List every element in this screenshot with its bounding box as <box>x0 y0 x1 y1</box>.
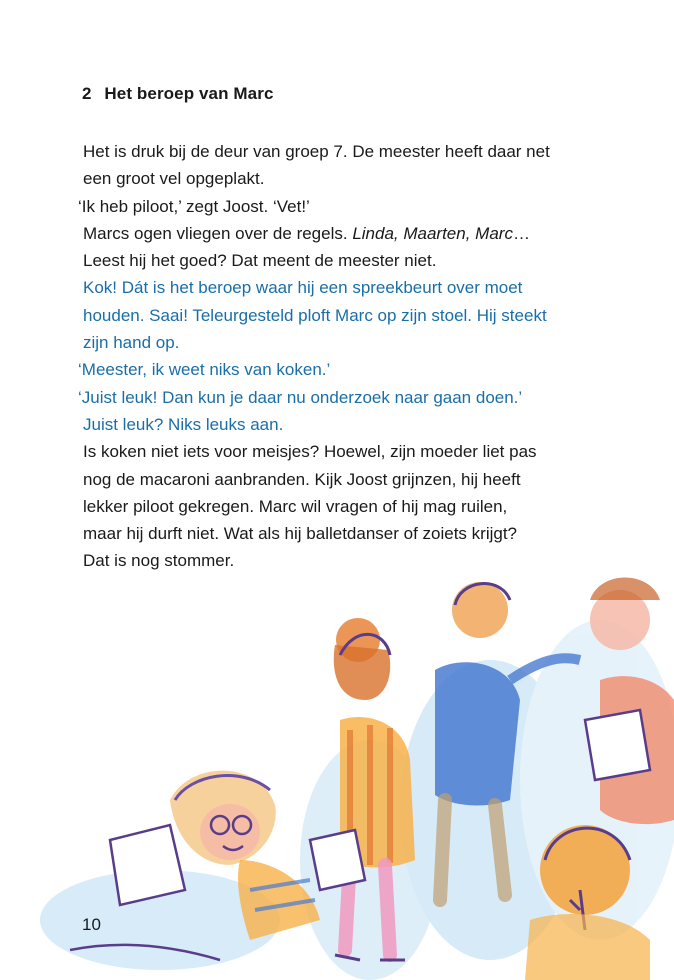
text-line: Is koken niet iets voor meisjes? Hoewel, zijn moeder liet pas <box>83 442 537 462</box>
story-text <box>78 138 638 575</box>
text-line: lekker piloot gekregen. Marc wil vragen of hij mag ruilen, <box>83 496 508 516</box>
text-line: maar hij durft niet. Wat als hij balletdanser of zoiets krijgt? <box>83 524 518 544</box>
text-line: nog de macaroni aanbranden. Kijk Joost grijnzen, hij heeft <box>83 469 521 489</box>
chapter-number: 2 <box>82 84 92 103</box>
text-line: Leest hij het goed? Dat meent de meester niet. <box>83 251 437 271</box>
text-line-blue: ‘Meester, ik weet niks van koken.’ <box>78 360 331 380</box>
text-line: Het is druk bij de deur van groep 7. De meester heeft daar net <box>83 142 550 161</box>
text-line: ‘Ik heb piloot,’ zegt Joost. ‘Vet!’ <box>78 196 310 216</box>
text-line: Dat is nog stommer. <box>83 551 235 571</box>
text-line-blue: Kok! Dát is het beroep waar hij een spreekbeurt over moet <box>83 278 523 298</box>
italic-names: Linda, Maarten, Marc <box>352 223 513 243</box>
children-illustration <box>40 560 674 980</box>
text-line: een groot vel opgeplakt. <box>83 169 265 189</box>
text-line-blue: Juist leuk? Niks leuks aan. <box>83 414 284 434</box>
chapter-title: Het beroep van Marc <box>104 84 274 103</box>
text-line: Marcs ogen vliegen over de regels. Linda, Maarten, Marc… <box>83 223 530 243</box>
page-number: 10 <box>82 915 101 934</box>
text-line-blue: ‘Juist leuk! Dan kun je daar nu onderzoek naar gaan doen.’ <box>78 387 523 407</box>
chapter-heading <box>82 84 274 104</box>
text-line-blue: houden. Saai! Teleurgesteld ploft Marc op zijn stoel. Hij steekt <box>83 305 547 325</box>
text-line-blue: zijn hand op. <box>83 333 180 353</box>
